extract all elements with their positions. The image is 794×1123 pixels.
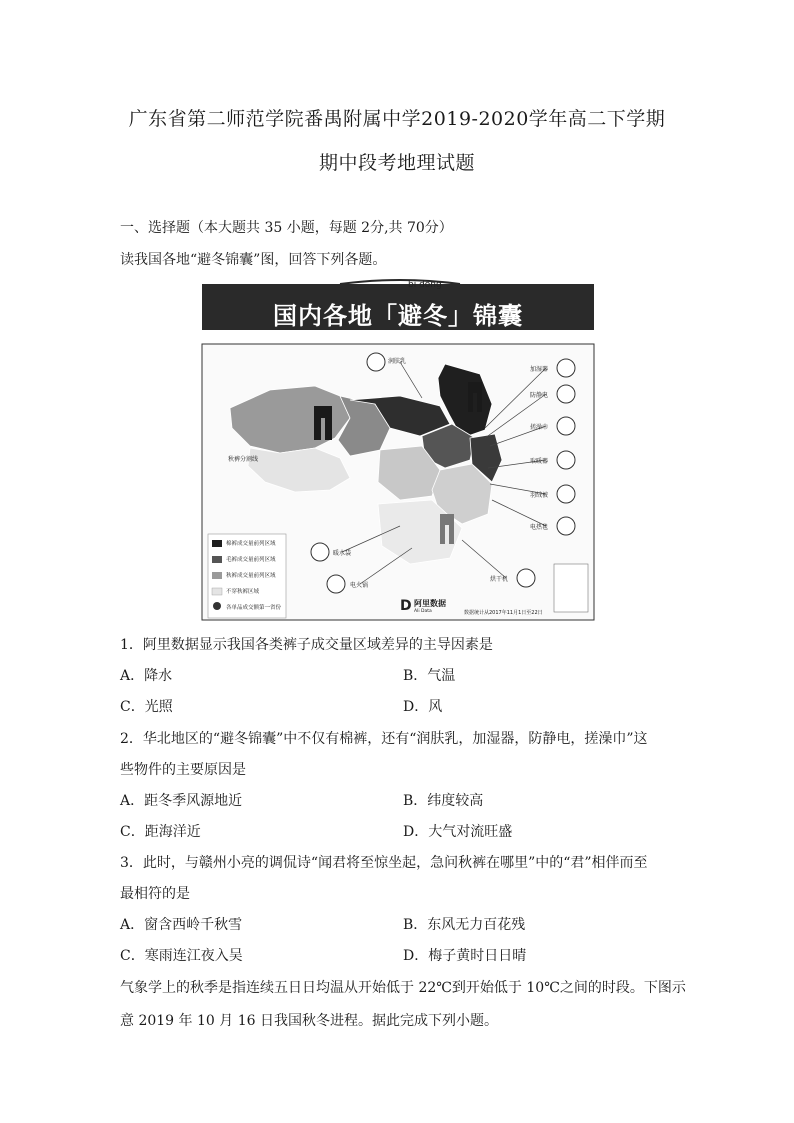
legend-wool-pants: 毛裤成交量前列区域 [226,557,276,563]
callout-antistatic: 防静电 [530,392,549,399]
option-c: C．距海洋近 [120,824,201,840]
logo-sub: Ali Data [414,609,432,614]
question-stem: 1．阿里数据显示我国各类裤子成交量区域差异的主导因素是 [120,637,493,653]
option-b: B．东风无力百花残 [403,917,526,933]
title-line-1: 广东省第二师范学院番禺附属中学2019-2020学年高二下学期 [128,108,666,130]
option-d: D．风 [403,699,443,715]
option-c: C．寒雨连江夜入吴 [120,948,243,964]
question-stem: 2．华北地区的“避冬锦囊”中不仅有棉裤，还有“润肤乳，加湿器，防静电，搓澡巾”这 [120,731,648,747]
callout-hot-water-bag: 暖水袋 [333,550,352,557]
question-stem-cont: 最相符的是 [120,886,190,902]
section-heading: 一、选择题（本大题共 35 小题，每题 2分,共 70分） [120,220,453,236]
option-d: D．大气对流旺盛 [403,824,513,840]
option-a: A．距冬季风源地近 [120,793,243,809]
option-d: D．梅子黄时日日晴 [403,948,527,964]
callout-humidifier: 加湿器 [530,366,549,373]
question-stem: 3．此时，与赣州小亮的调侃诗“闻君将至惊坐起，急问秋裤在哪里”中的“君”相伴而至 [120,855,648,871]
figure-footnote: 数据统计从2017年11月1日至22日 [464,610,543,616]
winter-kit-map-figure [200,278,596,622]
south-sea-inset [554,564,588,612]
callout-bath-towel: 搓澡巾 [530,424,549,431]
callout-hotpot: 电火锅 [350,582,369,589]
banner-pinyin: bì dōng [408,280,442,290]
callout-down-quilt: 羽绒被 [530,492,549,499]
legend-long-johns: 秋裤成交量前列区域 [226,573,276,579]
callout-lotion: 润肤乳 [388,358,407,365]
legend-no-long-johns: 不穿秋裤区域 [226,589,260,595]
svg-text:D: D [400,598,412,614]
question-stem-cont: 些物件的主要原因是 [120,762,246,778]
option-b: B．气温 [403,668,456,684]
legend-cotton-pants: 棉裤成交量前列区域 [226,541,276,547]
section-intro: 读我国各地“避冬锦囊”图，回答下列各题。 [120,252,387,268]
callout-electric-blanket: 电热毯 [530,524,549,531]
callout-longjohn-line: 秋裤分割线 [228,456,259,463]
option-a: A．窗含西岭千秋雪 [120,917,243,933]
title-line-2: 期中段考地理试题 [318,152,475,174]
legend-top-province: 各单品成交额第一省份 [226,605,282,611]
option-b: B．纬度较高 [403,793,484,809]
banner-title: 国内各地「避冬」锦囊 [273,302,523,330]
closing-line-1: 气象学上的秋季是指连续五日日均温从开始低于 22℃到开始低于 10℃之间的时段。下图示 [120,980,686,996]
callout-dryer: 烘干机 [490,576,509,583]
callout-heater: 取暖器 [530,458,549,465]
closing-line-2: 意 2019 年 10 月 16 日我国秋冬进程。据此完成下列小题。 [120,1013,498,1029]
logo-text: 阿里数据 [414,599,446,608]
option-a: A．降水 [120,668,173,684]
option-c: C．光照 [120,699,173,715]
